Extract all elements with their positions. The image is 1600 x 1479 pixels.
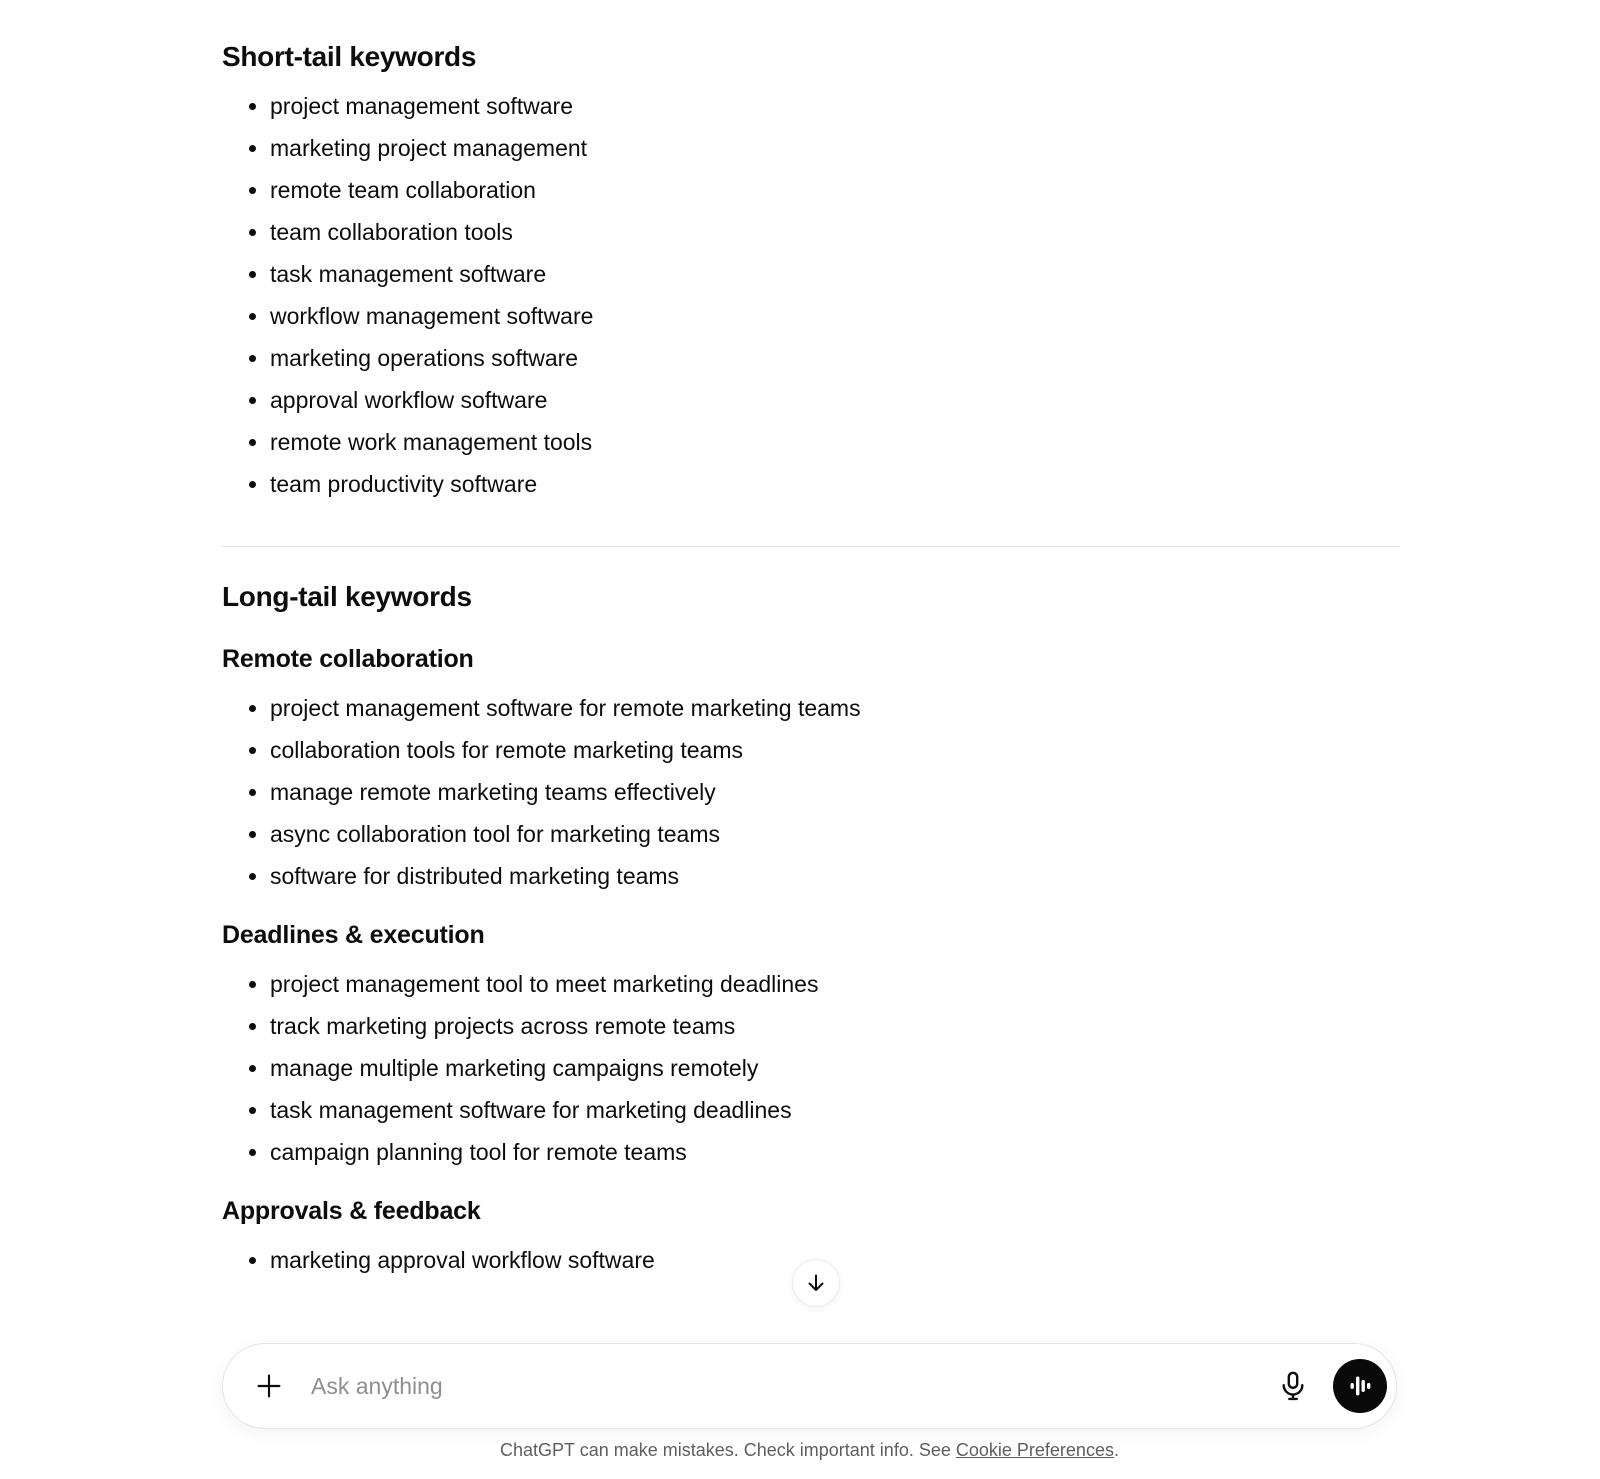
voice-wave-icon	[1345, 1371, 1375, 1401]
attach-button[interactable]	[249, 1366, 289, 1406]
keyword-item: • project management software for remote marketing teams	[270, 694, 1400, 722]
keyword-item: • marketing operations software	[270, 344, 1400, 372]
keyword-item: • approval workflow software	[270, 386, 1400, 414]
assistant-message	[222, 0, 1400, 1288]
approvals-feedback-subheading: Approvals & feedback	[222, 1197, 481, 1225]
keyword-item: • collaboration tools for remote marketing teams	[270, 736, 1400, 764]
keyword-item: • software for distributed marketing teams	[270, 862, 1400, 890]
voice-mode-button[interactable]	[1333, 1359, 1387, 1413]
keyword-item: • workflow management software	[270, 302, 1400, 330]
short-tail-heading: Short-tail keywords	[222, 41, 477, 72]
arrow-down-icon	[804, 1271, 828, 1295]
section-divider	[222, 546, 1400, 547]
keyword-item: • marketing approval workflow software	[270, 1246, 1400, 1274]
microphone-icon	[1275, 1368, 1311, 1404]
keyword-item: • async collaboration tool for marketing teams	[270, 820, 1400, 848]
keyword-item: • team collaboration tools	[270, 218, 1400, 246]
remote-collaboration-list	[222, 694, 1400, 890]
keyword-item: • marketing project management	[270, 134, 1400, 162]
disclaimer	[222, 1438, 1397, 1462]
keyword-item: • remote work management tools	[270, 428, 1400, 456]
keyword-item: • remote team collaboration	[270, 176, 1400, 204]
long-tail-heading: Long-tail keywords	[222, 581, 472, 612]
keyword-item: • campaign planning tool for remote teams	[270, 1138, 1400, 1166]
keyword-item: • task management software	[270, 260, 1400, 288]
deadlines-execution-list	[222, 970, 1400, 1166]
keyword-item: • team productivity software	[270, 470, 1400, 498]
plus-icon	[253, 1370, 285, 1402]
scroll-to-bottom-button[interactable]	[792, 1259, 840, 1307]
disclaimer-suffix: .	[1113, 1440, 1119, 1460]
keyword-item: • task management software for marketing deadlines	[270, 1096, 1400, 1124]
dictate-button[interactable]	[1271, 1364, 1315, 1408]
keyword-item: • project management tool to meet marketing deadlines	[270, 970, 1400, 998]
short-tail-list	[222, 92, 1400, 498]
message-input[interactable]	[309, 1372, 1259, 1401]
remote-collaboration-subheading: Remote collaboration	[222, 645, 474, 673]
keyword-item: • manage multiple marketing campaigns remotely	[270, 1054, 1400, 1082]
disclaimer-text: ChatGPT can make mistakes. Check important info. See	[500, 1440, 956, 1460]
keyword-item: • project management software	[270, 92, 1400, 120]
deadlines-execution-subheading: Deadlines & execution	[222, 921, 485, 949]
keyword-item: • track marketing projects across remote teams	[270, 1012, 1400, 1040]
cookie-preferences-link[interactable]: Cookie Preferences	[955, 1440, 1114, 1460]
keyword-item: • manage remote marketing teams effectively	[270, 778, 1400, 806]
composer	[222, 1343, 1397, 1429]
